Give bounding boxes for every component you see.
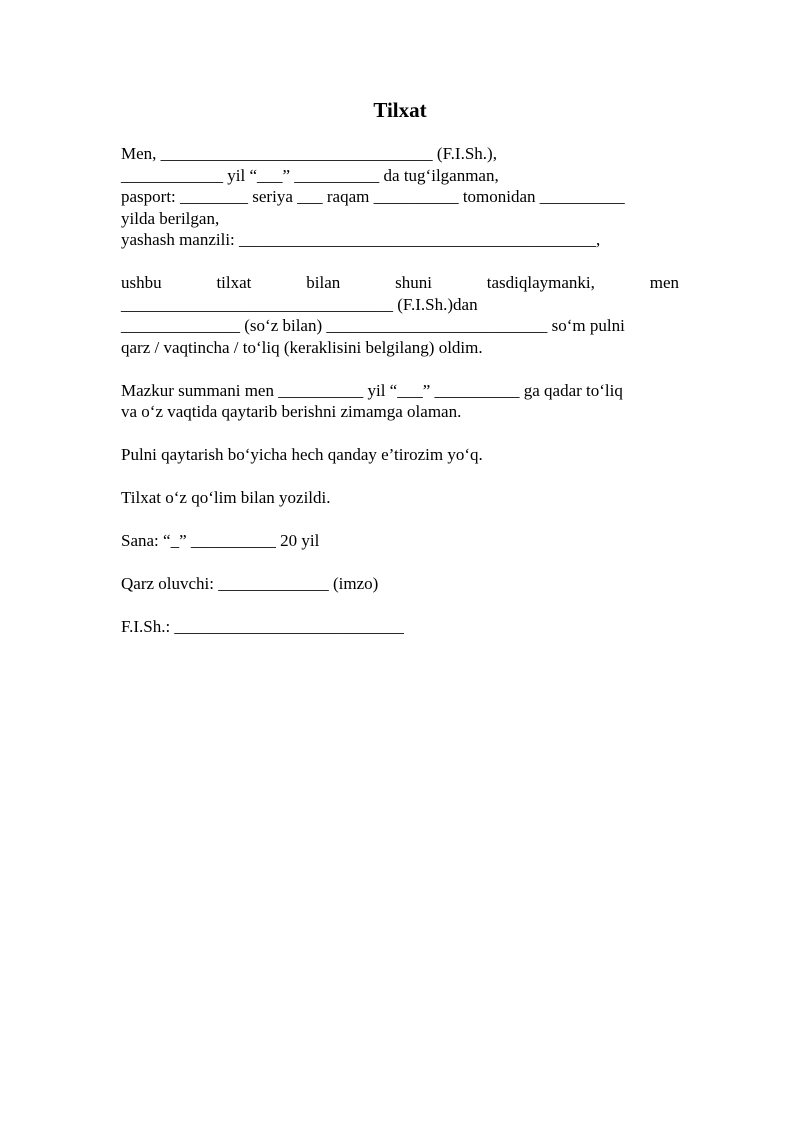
document-title: Tilxat <box>373 98 427 122</box>
full-name-line: F.I.Sh.: ___________________________ <box>121 617 404 636</box>
paragraph-gap <box>121 423 679 445</box>
passport-line: pasport: ________ seriya ___ raqam __________ tomonidan __________ <box>121 187 625 206</box>
repayment-date-line: Mazkur summani men __________ yil “___” __________ ga qadar to‘liq <box>121 380 623 400</box>
paragraph-gap <box>121 595 679 617</box>
document-body <box>121 143 679 638</box>
paragraph-gap <box>121 509 679 531</box>
passport-issued-line: yilda berilgan, <box>121 208 220 228</box>
no-objection-line: Pulni qaytarish bo‘yicha hech qanday e’tirozim yo‘q. <box>121 445 483 464</box>
amount-line: ______________ (so‘z bilan) __________________________ so‘m pulni <box>121 316 625 335</box>
paragraph-gap <box>121 251 679 273</box>
paragraph-gap <box>121 358 679 380</box>
paragraph-gap <box>121 466 679 488</box>
confirmation-line: ushbu tilxat bilan shuni tasdiqlaymanki, men <box>121 273 679 292</box>
handwritten-line: Tilxat o‘z qo‘lim bilan yozildi. <box>121 488 331 507</box>
date-field-line: Sana: “_” __________ 20 yil <box>121 531 320 550</box>
borrower-name-line: Men, ________________________________ (F.I.Sh.), <box>121 144 497 163</box>
address-line: yashash manzili: __________________________________________, <box>121 230 601 249</box>
paragraph-gap <box>121 552 679 574</box>
repayment-obligation-line: va o‘z vaqtida qaytarib berishni zimamga olaman. <box>121 402 462 421</box>
lender-name-line: ________________________________ (F.I.Sh.)dan <box>121 294 478 314</box>
loan-type-line: qarz / vaqtincha / to‘liq (keraklisini belgilang) oldim. <box>121 337 483 357</box>
birth-date-line: ____________ yil “___” __________ da tug‘ilganman, <box>121 165 499 185</box>
signature-line: Qarz oluvchi: _____________ (imzo) <box>121 574 379 593</box>
